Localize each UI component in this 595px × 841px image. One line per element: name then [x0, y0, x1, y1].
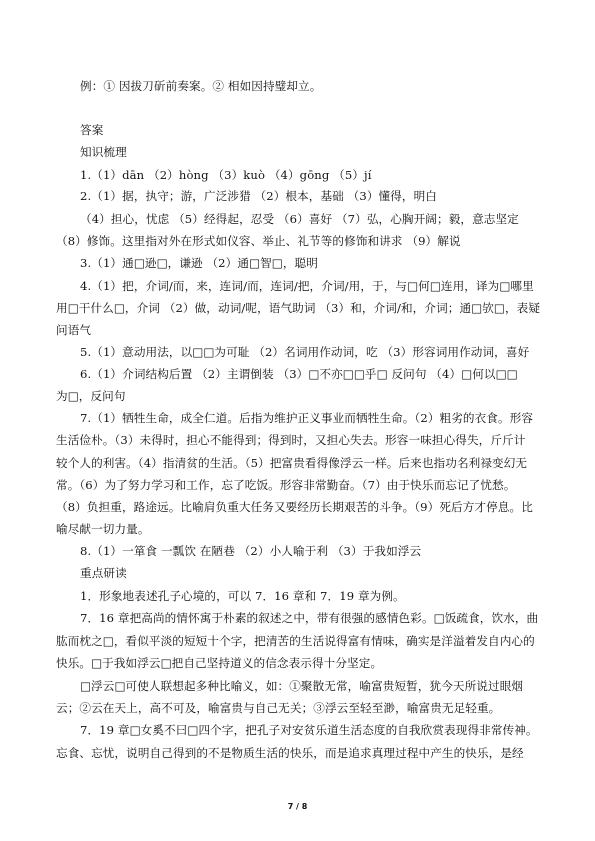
reading-line: 忘食、忘忧，说明自己得到的不是物质生活的快乐，而是追求真理过程中产生的快乐，是经: [56, 746, 524, 760]
answer-line: （8）修饰。这里指对外在形式如仪容、举止、礼节等的修饰和讲求 （9）解说: [56, 234, 461, 248]
reading-line: 快乐。□于我如浮云□把自己坚持道义的信念表示得十分坚定。: [56, 656, 383, 670]
section-heading-knowledge: 知识梳理: [80, 145, 127, 159]
answer-line: 较个人的利害。（4）指清贫的生活。（5）把富贵看得像浮云一样。后来也指功名利禄变幻无: [56, 456, 528, 470]
example-line: 例：① 因拔刀斫前奏案。② 相如因持璧却立。: [80, 79, 322, 93]
section-heading-key-reading: 重点研读: [80, 566, 127, 580]
answer-line: 8.（1）一箪食 一瓢饮 在陋巷 （2）小人喻于利 （3）于我如浮云: [80, 544, 422, 558]
answer-line: 常。（6）为了努力学习和工作，忘了吃饭。形容非常勤奋。（7）由于快乐而忘记了忧愁。: [56, 478, 516, 492]
answer-line: 生活俭朴。（3）未得时，担心不能得到；得到时，又担心失去。形容一味担心得失，斤斤计: [56, 433, 526, 447]
answer-heading: 答案: [80, 123, 104, 137]
reading-line: 云；②云在天上，高不可及，喻富贵与自己无关；③浮云至轻至渺，喻富贵无足轻重。: [56, 701, 501, 715]
reading-line: □浮云□可使人联想起多种比喻义，如：①聚散无常，喻富贵短暂，犹今天所说过眼烟: [80, 679, 524, 693]
answer-line: 2.（1）据，执守；游，广泛涉猎 （2）根本，基础 （3）懂得，明白: [80, 189, 437, 203]
answer-line: （8）负担重，路途远。比喻肩负重大任务又要经历长期艰苦的斗争。（9）死后方才停息。比: [56, 500, 533, 514]
reading-line: 1．形象地表述孔子心境的，可以 7．16 章和 7．19 章为例。: [80, 589, 405, 603]
answer-line: 4.（1）把，介词/而，来，连词/而，连词/把，介词/用，于，与□何□连用，译为□哪里: [80, 279, 534, 293]
answer-line: 3.（1）通□逊□，谦逊 （2）通□智□，聪明: [80, 256, 318, 270]
answer-line: 用□干什么□，介词 （2）做，动词/呢，语气助词 （3）和，介词/和，介词；通□欤□，表疑: [56, 301, 541, 315]
reading-line: 7．16 章把高尚的情怀寓于朴素的叙述之中，带有很强的感情色彩。□饭疏食，饮水，曲: [80, 611, 539, 625]
answer-line: 6.（1）介词结构后置 （2）主谓倒装 （3）□不亦□□乎□ 反问句 （4）□何以□□: [80, 367, 518, 381]
answer-line: 1.（1）dān （2）hòng （3）kuò （4）gōng （5）jí: [80, 168, 372, 182]
reading-line: 7．19 章□女奚不曰□四个字，把孔子对安贫乐道生活态度的自我欣赏表现得非常传神。: [80, 723, 538, 737]
answer-line: 7.（1）牺牲生命，成全仁道。后指为维护正义事业而牺牲生命。（2）粗劣的衣食。形容: [80, 411, 534, 425]
answer-line: 问语气: [56, 323, 92, 337]
page-number: 7 / 8: [287, 802, 308, 811]
answer-line: （4）担心，忧虑 （5）经得起，忍受 （6）喜好 （7）弘，心胸开阔；毅，意志坚定: [80, 212, 519, 226]
answer-line: 喻尽献一切力量。: [56, 522, 150, 536]
reading-line: 肱而枕之□，看似平淡的短短十个字，把清苦的生活说得富有情味，确实是洋溢着发自内心的: [56, 634, 535, 648]
answer-line: 为□，反问句: [56, 389, 126, 403]
answer-line: 5.（1）意动用法，以□□为可耻 （2）名词用作动词，吃 （3）形容词用作动词，喜好: [80, 345, 530, 359]
